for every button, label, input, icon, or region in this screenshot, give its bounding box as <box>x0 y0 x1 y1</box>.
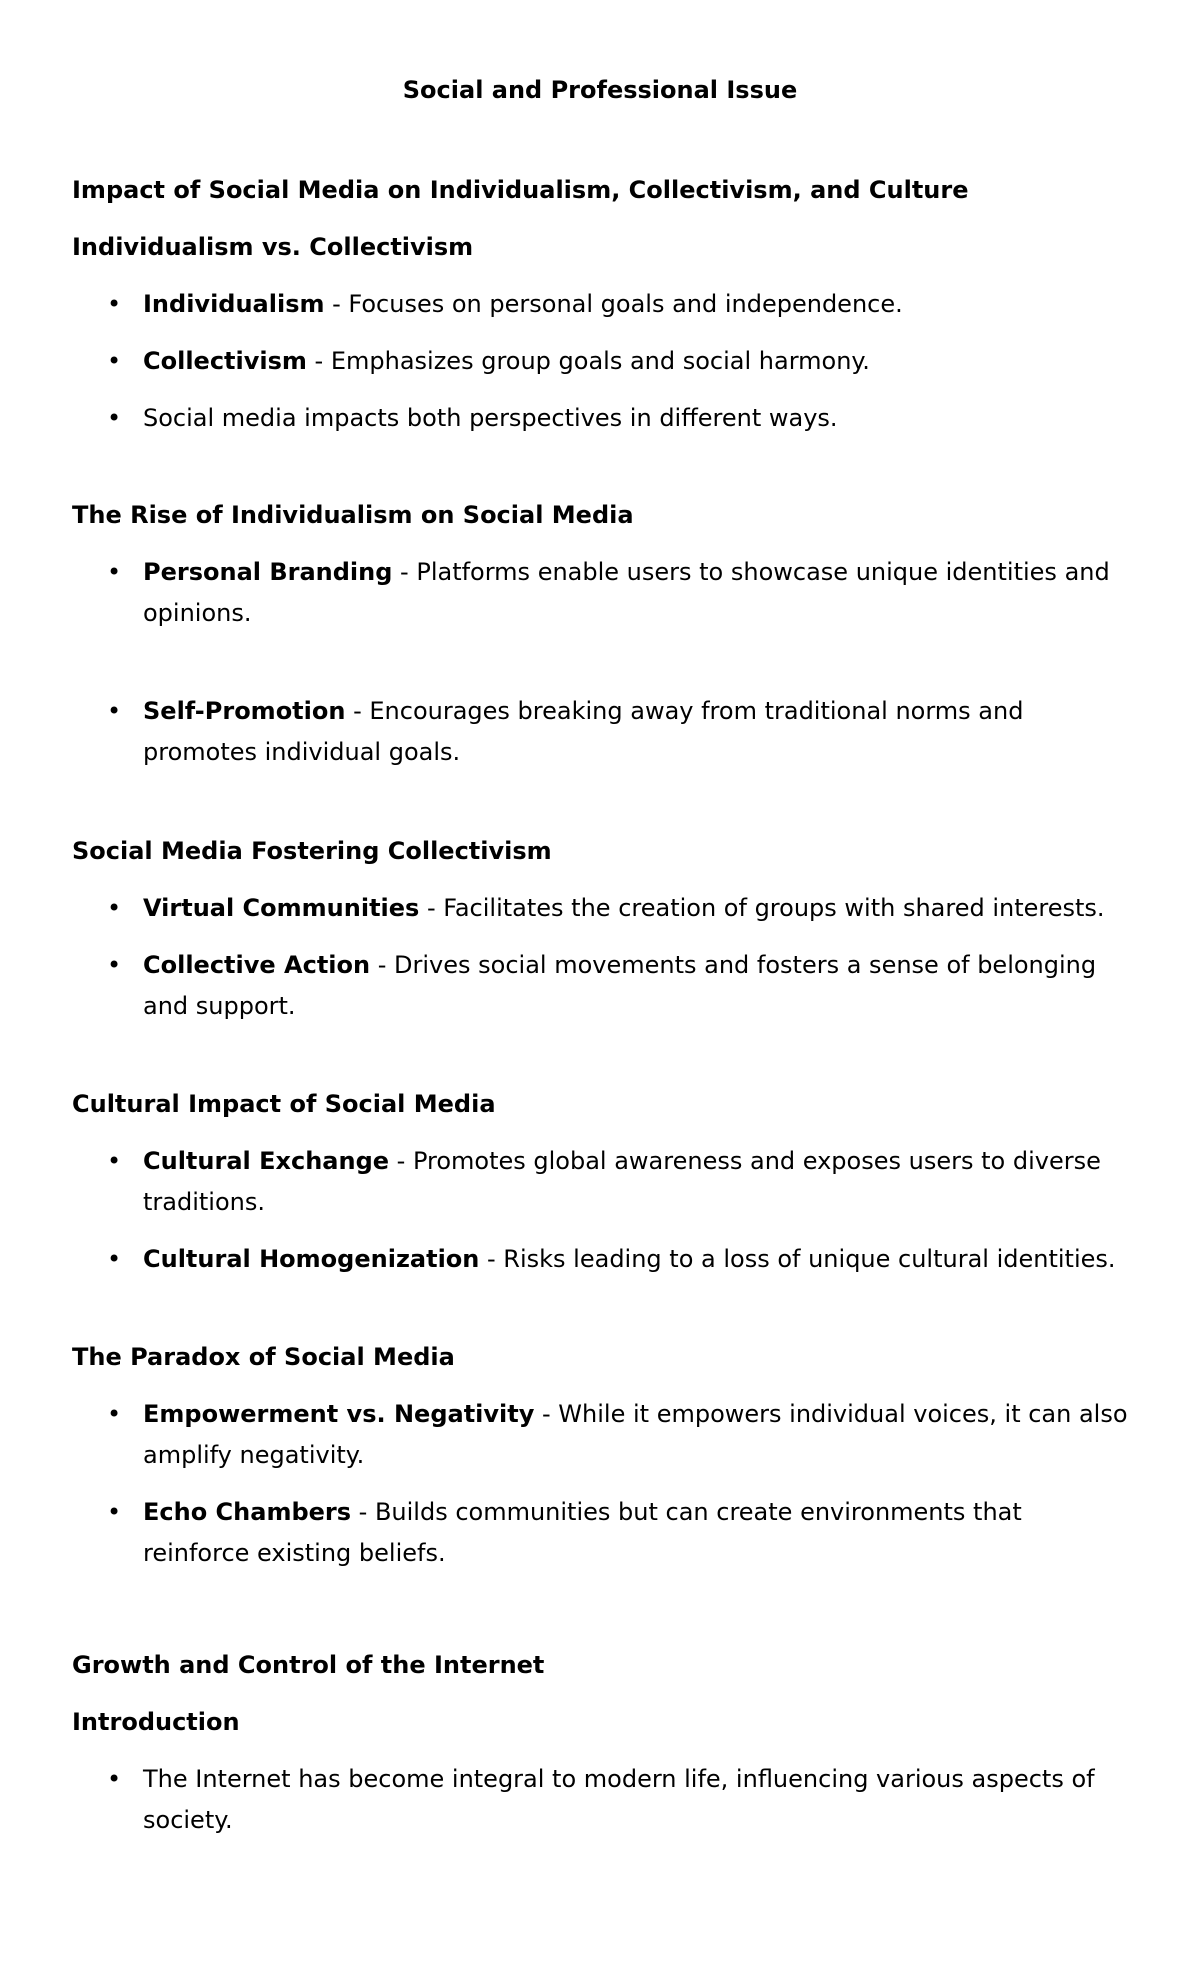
item-term: Echo Chambers <box>143 1498 352 1526</box>
item-text: - Builds communities but can create environments that reinforce existing beliefs. <box>143 1498 1022 1567</box>
bullet-icon: • <box>107 347 122 375</box>
item-text: - Risks leading to a loss of unique cultural identities. <box>479 1245 1116 1273</box>
item-text: - While it empowers individual voices, it can also amplify negativity. <box>143 1400 1128 1469</box>
bullet-icon: • <box>107 558 122 586</box>
chapter-heading: Growth and Control of the Internet <box>72 1651 545 1679</box>
item-text: - Promotes global awareness and exposes users to diverse traditions. <box>143 1147 1101 1216</box>
document-title: Social and Professional Issue <box>402 76 798 104</box>
item-term: Self-Promotion <box>143 697 346 725</box>
item-term: Individualism <box>143 290 325 318</box>
bullet-icon: • <box>107 1147 122 1175</box>
list-item <box>72 1239 1128 1280</box>
bullet-icon: • <box>107 404 122 432</box>
bullet-icon: • <box>107 290 122 318</box>
list-item <box>72 1394 1128 1476</box>
section-heading: Individualism vs. Collectivism <box>72 233 474 261</box>
item-text: - Platforms enable users to showcase unique identities and opinions. <box>143 558 1110 627</box>
list-item <box>72 341 1128 382</box>
bullet-icon: • <box>107 1498 122 1526</box>
item-text: - Facilitates the creation of groups with shared interests. <box>419 894 1105 922</box>
main-heading: Impact of Social Media on Individualism, Collectivism, and Culture <box>72 176 969 204</box>
section-heading: The Rise of Individualism on Social Media <box>72 501 634 529</box>
section-heading: Cultural Impact of Social Media <box>72 1090 496 1118</box>
bullet-icon: • <box>107 951 122 979</box>
list-item <box>72 398 1128 439</box>
section-heading: The Paradox of Social Media <box>72 1343 455 1371</box>
item-term: Empowerment vs. Negativity <box>143 1400 535 1428</box>
list-item <box>72 691 1128 773</box>
item-term: Collective Action <box>143 951 371 979</box>
item-text: - Encourages breaking away from traditional norms and promotes individual goals. <box>143 697 1024 766</box>
item-text: - Drives social movements and fosters a sense of belonging and support. <box>143 951 1097 1020</box>
list-item <box>72 284 1128 325</box>
item-term: Personal Branding <box>143 558 393 586</box>
item-term: Cultural Homogenization <box>143 1245 480 1273</box>
item-text: Social media impacts both perspectives in different ways. <box>143 404 838 432</box>
bullet-icon: • <box>107 1245 122 1273</box>
section-heading: Social Media Fostering Collectivism <box>72 837 552 865</box>
bullet-icon: • <box>107 1400 122 1428</box>
item-text: - Focuses on personal goals and independence. <box>324 290 903 318</box>
list-item <box>72 1141 1128 1223</box>
item-term: Collectivism <box>143 347 307 375</box>
list-item <box>72 945 1128 1027</box>
bullet-icon: • <box>107 1765 122 1793</box>
bullet-icon: • <box>107 894 122 922</box>
section-heading: Introduction <box>72 1708 240 1736</box>
item-term: Virtual Communities <box>143 894 420 922</box>
list-item <box>72 888 1128 929</box>
list-item <box>72 1759 1128 1841</box>
item-text: The Internet has become integral to modern life, influencing various aspects of society. <box>143 1765 1095 1834</box>
item-term: Cultural Exchange <box>143 1147 390 1175</box>
bullet-icon: • <box>107 697 122 725</box>
item-text: - Emphasizes group goals and social harmony. <box>306 347 870 375</box>
list-item <box>72 1492 1128 1574</box>
list-item <box>72 552 1128 634</box>
